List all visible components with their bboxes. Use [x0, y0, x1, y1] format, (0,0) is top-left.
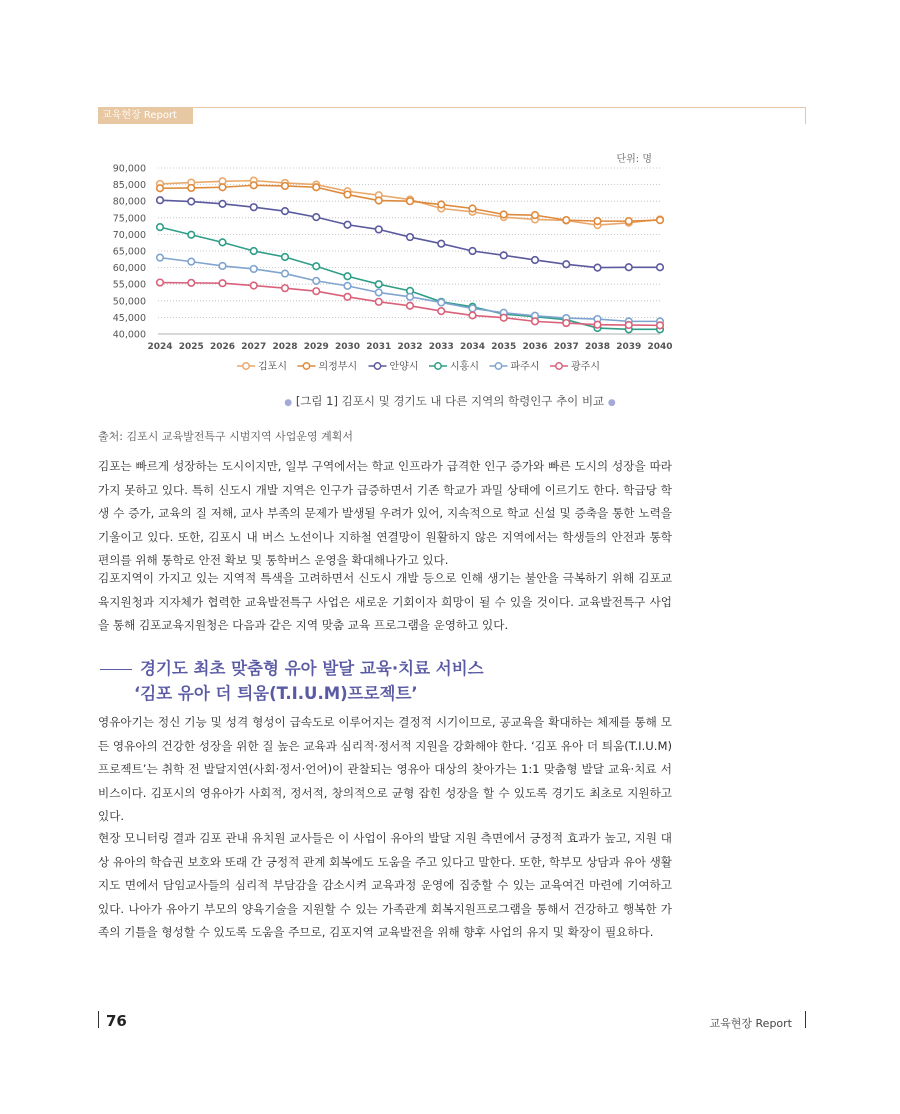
- x-tick-label: 2031: [366, 342, 392, 352]
- legend-marker: [303, 363, 309, 369]
- data-point: [219, 263, 226, 270]
- data-point: [313, 263, 320, 270]
- data-point: [344, 191, 351, 198]
- x-tick-label: 2040: [647, 342, 673, 352]
- figure-caption: [0, 393, 900, 409]
- legend-item: [237, 360, 287, 373]
- legend-marker: [243, 363, 249, 369]
- y-axis: [113, 164, 146, 341]
- data-point: [313, 288, 320, 295]
- data-point: [157, 279, 164, 286]
- data-point: [407, 302, 414, 309]
- y-tick-label: 90,000: [112, 163, 146, 175]
- x-tick-label: 2029: [303, 342, 329, 352]
- data-point: [157, 197, 164, 204]
- data-point: [532, 318, 539, 325]
- x-tick-label: 2026: [209, 342, 236, 352]
- data-point: [282, 208, 289, 215]
- data-point: [219, 184, 226, 191]
- x-tick-label: 2034: [459, 342, 486, 352]
- heading-rule: [100, 669, 132, 670]
- data-point: [563, 217, 570, 224]
- data-point: [219, 280, 226, 287]
- caption-bullet-left: ●: [284, 398, 293, 408]
- data-point: [500, 211, 507, 218]
- legend-item: [369, 360, 419, 373]
- footer-rule-left: [98, 1011, 99, 1028]
- data-point: [563, 320, 570, 327]
- data-point: [469, 248, 476, 255]
- data-point: [282, 270, 289, 277]
- figure-source: 출처: 김포시 교육발전특구 시범지역 사업운영 계획서: [98, 430, 353, 443]
- data-point: [469, 305, 476, 312]
- data-point: [657, 217, 664, 224]
- data-point: [250, 182, 257, 189]
- data-point: [594, 218, 601, 225]
- x-tick-label: 2024: [147, 342, 173, 352]
- legend-label: 파주시: [510, 361, 540, 373]
- data-point: [157, 185, 164, 192]
- data-point: [282, 183, 289, 190]
- data-point: [375, 298, 382, 305]
- data-point: [532, 257, 539, 264]
- data-point: [594, 321, 601, 328]
- data-point: [657, 264, 664, 271]
- data-point: [282, 285, 289, 292]
- series-광주시: [157, 279, 664, 328]
- data-point: [313, 214, 320, 221]
- x-tick-label: 2028: [272, 342, 298, 352]
- paragraph-3: 영유아기는 정신 기능 및 성격 형성이 급속도로 이루어지는 결정적 시기이므로, 공교육을 확대하는 체제를 통해 모든 영유아의 건강한 성장을 위한 질 높은 교육과 심리적·정서적 지원을 강화해야 한다. ‘김포 유아 더 틔움(T.I.U.M) 프로젝트’는 취학 전 발달지연(사회·정서·언어)이 관찰되는 영유아 대상의 찾아가는 1:1 맞춤형 발달 교육·치료 서비스이다. 김포시의 영유아가 사회적, 정서적, 창의적으로 균형 잡힌 성장을 할 수 있도록 경기도 최초로 지원하고 있다.: [98, 715, 672, 823]
- header-tag: 교육현장 Report: [98, 107, 193, 124]
- x-axis: [147, 342, 672, 352]
- caption-bullet-right: ●: [607, 398, 616, 408]
- data-point: [657, 322, 664, 329]
- data-point: [407, 198, 414, 205]
- data-point: [219, 201, 226, 208]
- legend-item: [429, 360, 479, 373]
- data-point: [532, 212, 539, 219]
- data-point: [375, 281, 382, 288]
- data-point: [188, 198, 195, 205]
- y-tick-label: 70,000: [112, 229, 146, 241]
- legend-marker: [374, 363, 380, 369]
- page-number: 76: [106, 1012, 127, 1030]
- data-point: [188, 231, 195, 238]
- data-point: [469, 205, 476, 212]
- footer-rule-right: [805, 1011, 806, 1028]
- caption-text: [그림 1] 김포시 및 경기도 내 다른 지역의 학령인구 추이 비교: [295, 394, 605, 408]
- data-point: [407, 234, 414, 241]
- series-안양시: [157, 197, 664, 271]
- data-point: [250, 204, 257, 211]
- x-tick-label: 2025: [178, 342, 204, 352]
- y-tick-label: 60,000: [112, 263, 146, 275]
- section-title-line1: 경기도 최초 맞춤형 유아 발달 교육·치료 서비스: [140, 659, 484, 678]
- unit-label: 단위: 명: [616, 154, 652, 165]
- y-tick-label: 75,000: [112, 213, 146, 225]
- legend-item: [550, 360, 600, 373]
- y-tick-label: 85,000: [112, 180, 146, 192]
- data-point: [375, 197, 382, 204]
- x-tick-label: 2039: [616, 342, 642, 352]
- legend-item: [490, 360, 540, 373]
- data-point: [407, 294, 414, 301]
- y-tick-label: 45,000: [112, 312, 146, 324]
- x-tick-label: 2038: [584, 342, 611, 352]
- legend-marker: [556, 363, 562, 369]
- x-tick-label: 2027: [241, 342, 267, 352]
- data-point: [469, 312, 476, 319]
- y-tick-label: 40,000: [112, 329, 146, 341]
- data-point: [625, 218, 632, 225]
- data-point: [563, 261, 570, 268]
- legend-marker: [435, 363, 441, 369]
- series: [157, 177, 664, 332]
- y-tick-label: 50,000: [112, 296, 146, 308]
- data-point: [219, 239, 226, 246]
- data-point: [438, 299, 445, 306]
- y-tick-label: 55,000: [112, 279, 146, 291]
- data-point: [438, 240, 445, 247]
- data-point: [250, 282, 257, 289]
- data-point: [594, 264, 601, 271]
- data-point: [375, 289, 382, 296]
- data-point: [500, 252, 507, 259]
- population-line-chart: [100, 145, 673, 375]
- data-point: [625, 322, 632, 329]
- header-rule: [805, 107, 806, 124]
- data-point: [375, 226, 382, 233]
- y-tick-label: 65,000: [112, 246, 146, 258]
- x-tick-label: 2035: [491, 342, 517, 352]
- legend-label: 김포시: [258, 361, 287, 373]
- data-point: [250, 248, 257, 255]
- data-point: [313, 278, 320, 285]
- data-point: [188, 280, 195, 287]
- data-point: [282, 254, 289, 261]
- data-point: [438, 201, 445, 208]
- section-title-line2: ‘김포 유아 더 틔움(T.I.U.M)프로젝트’: [134, 684, 418, 703]
- data-point: [344, 294, 351, 301]
- data-point: [500, 314, 507, 321]
- legend-label: 의정부시: [318, 361, 358, 373]
- data-point: [188, 185, 195, 192]
- x-tick-label: 2030: [334, 342, 361, 352]
- paragraph-1: 김포는 빠르게 성장하는 도시이지만, 일부 구역에서는 학교 인프라가 급격한 인구 증가와 빠른 도시의 성장을 따라가지 못하고 있다. 특히 신도시 개발 지역은 인구가 급증하면서 기존 학교가 과밀 상태에 이르기도 한다. 학급당 학생 수 증가, 교육의 질 저해, 교사 부족의 문제가 발생될 우려가 있어, 지속적으로 학교 신설 및 증축을 통한 노력을 기울이고 있다. 또한, 김포시 내 버스 노선이나 지하철 연결망이 원활하지 않은 지역에서는 학생들의 안전과 통학 편의를 위해 통학로 안전 확보 및 통학버스 운영을 확대해나가고 있다.: [98, 459, 672, 567]
- footer-title: 교육현장 Report: [709, 1017, 792, 1030]
- data-point: [344, 283, 351, 290]
- data-point: [250, 266, 257, 273]
- y-tick-label: 80,000: [112, 196, 146, 208]
- legend-label: 시흥시: [450, 361, 479, 373]
- data-point: [344, 221, 351, 228]
- data-point: [625, 264, 632, 271]
- series-line: [160, 227, 660, 329]
- legend-marker: [495, 363, 501, 369]
- paragraph-4: 현장 모니터링 결과 김포 관내 유치원 교사들은 이 사업이 유아의 발달 지원 측면에서 긍정적 효과가 높고, 지원 대상 유아의 학습권 보호와 또래 간 긍정적 관계 회복에도 도움을 주고 있다고 말한다. 또한, 학부모 상담과 유아 생활지도 면에서 담임교사들의 심리적 부담감을 감소시켜 교육과정 운영에 집중할 수 있는 교육여건 마련에 기여하고 있다. 나아가 유아기 부모의 양육기술을 지원할 수 있는 가족관계 회복지원프로그램을 통해서 건강하고 행복한 가족의 기틀을 형성할 수 있도록 도움을 주므로, 김포지역 교육발전을 위해 향후 사업의 유지 및 확장이 필요하다.: [98, 831, 673, 939]
- data-point: [313, 184, 320, 191]
- data-point: [344, 273, 351, 280]
- legend: [237, 360, 600, 373]
- x-tick-label: 2032: [397, 342, 423, 352]
- legend-label: 안양시: [389, 361, 419, 373]
- legend-label: 광주시: [571, 361, 600, 373]
- data-point: [157, 254, 164, 261]
- x-tick-label: 2033: [428, 342, 454, 352]
- data-point: [188, 258, 195, 265]
- header-divider: [193, 107, 805, 108]
- x-tick-label: 2036: [522, 342, 548, 352]
- paragraph-2: 김포지역이 가지고 있는 지역적 특색을 고려하면서 신도시 개발 등으로 인해 생기는 불안을 극복하기 위해 김포교육지원청과 지자체가 협력한 교육발전특구 사업은 새로운 기회이자 희망이 될 수 있을 것이다. 교육발전특구 사업을 통해 김포교육지원청은 다음과 같은 지역 맞춤 교육 프로그램을 운영하고 있다.: [98, 571, 672, 632]
- x-tick-label: 2037: [553, 342, 579, 352]
- data-point: [157, 224, 164, 231]
- legend-item: [298, 360, 358, 373]
- data-point: [438, 308, 445, 315]
